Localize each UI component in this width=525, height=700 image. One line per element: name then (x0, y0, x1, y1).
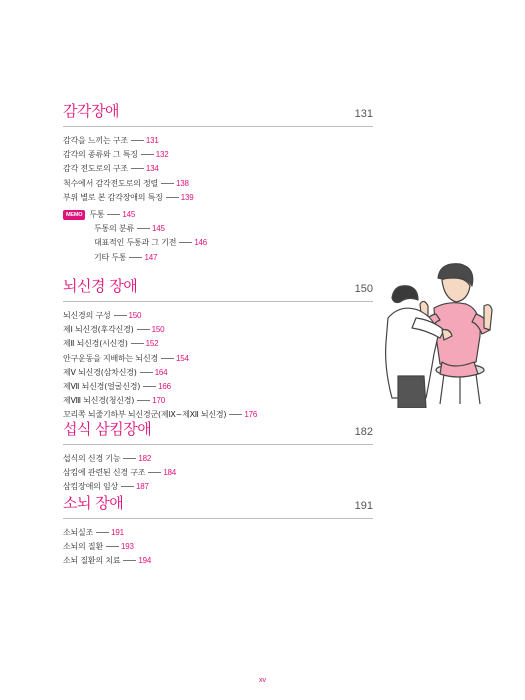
toc-entry-text: 안구운동을 지배하는 뇌신경 (63, 353, 159, 363)
toc-entry-page: 139 (180, 192, 194, 202)
toc-entry[interactable] (63, 309, 373, 323)
toc-subentry[interactable] (63, 222, 373, 236)
leader-dash (137, 228, 150, 229)
toc-entry-text: 기타 두통 (94, 252, 127, 262)
leader-dash (166, 197, 179, 198)
toc-entry[interactable] (63, 380, 373, 394)
leader-dash (129, 257, 142, 258)
toc-entry-page: 194 (138, 556, 152, 566)
toc-entry[interactable] (63, 177, 373, 191)
toc-entry-text: 척수에서 감각전도로의 정렬 (63, 178, 159, 188)
leader-dash (148, 472, 161, 473)
toc-entry[interactable] (63, 394, 373, 408)
leader-dash (140, 372, 153, 373)
toc-entry-page: 150 (128, 311, 142, 320)
toc-entry-page: 166 (158, 382, 171, 392)
toc-entry[interactable] (63, 540, 373, 554)
toc-entry-page: 164 (154, 367, 168, 377)
leader-dash (106, 546, 119, 547)
toc-entry-page: 150 (151, 325, 165, 335)
toc-entry-page: 176 (244, 410, 258, 420)
leader-dash (114, 315, 127, 316)
toc-list (63, 526, 373, 569)
section-header (63, 488, 373, 519)
toc-entry[interactable] (63, 452, 373, 466)
toc-entry-text: 두통 (89, 210, 105, 220)
toc-entry-text: 소뇌의 질환 (63, 542, 103, 552)
toc-entry-page: 146 (194, 238, 208, 248)
doctor-examining-patient-illustration (378, 258, 503, 408)
section-header (63, 414, 373, 445)
toc-entry[interactable] (63, 466, 373, 480)
toc-entry-page: 147 (144, 252, 158, 262)
section-page-number: 150 (354, 283, 373, 295)
section-title[interactable]: 감각장애 (63, 102, 119, 120)
toc-entry-text: 제Ⅷ 뇌신경(청신경) (63, 396, 135, 406)
section-title[interactable]: 소뇌 장애 (63, 494, 124, 512)
toc-entry[interactable] (63, 366, 373, 380)
memo-badge: MEMO (63, 210, 85, 220)
toc-entry-text: 제Ⅱ 뇌신경(시신경) (63, 339, 128, 349)
leader-dash (123, 458, 136, 459)
toc-entry-page: 132 (155, 150, 169, 160)
toc-entry-text: 삼킴장애의 임상 (63, 482, 119, 492)
toc-entry-text: 뇌신경의 구성 (63, 311, 111, 320)
leader-dash (143, 386, 156, 387)
section-header (63, 96, 373, 127)
toc-entry-text: 제Ⅴ 뇌신경(삼차신경) (63, 367, 137, 377)
leader-dash (131, 140, 144, 141)
section-cerebellar-disorders (63, 488, 373, 569)
section-cranial-nerve-disorders (63, 271, 373, 423)
toc-entry-text: 감각 전도로의 구조 (63, 164, 128, 174)
toc-entry[interactable] (63, 134, 373, 148)
section-page-number: 182 (354, 426, 373, 438)
leader-dash (131, 168, 144, 169)
leader-dash (137, 400, 150, 401)
toc-entry[interactable] (63, 148, 373, 162)
section-page-number: 131 (354, 108, 373, 120)
section-title[interactable]: 섭식 삼킴장애 (63, 420, 152, 438)
toc-entry-page: 187 (136, 482, 149, 492)
toc-list (63, 309, 373, 423)
toc-entry-page: 193 (120, 542, 134, 552)
toc-entry-page: 184 (163, 468, 177, 478)
toc-entry-page: 154 (176, 353, 189, 363)
toc-entry-text: 제Ⅶ 뇌신경(얼굴신경) (63, 382, 141, 392)
toc-entry-page: 152 (145, 339, 159, 349)
toc-entry-text: 소뇌실조 (63, 528, 94, 537)
toc-entry[interactable] (63, 526, 373, 540)
page-footer-number: xv (259, 677, 266, 684)
leader-dash (161, 358, 174, 359)
toc-entry-text: 소뇌 질환의 치료 (63, 556, 121, 566)
section-sensory-disorders (63, 96, 373, 265)
toc-entry[interactable] (63, 323, 373, 337)
leader-dash (107, 214, 120, 215)
toc-entry-page: 134 (145, 164, 159, 174)
toc-entry[interactable] (63, 337, 373, 351)
leader-dash (131, 343, 144, 344)
leader-dash (179, 242, 192, 243)
toc-entry-page: 191 (111, 528, 124, 537)
memo-entry[interactable] (63, 208, 373, 222)
section-title[interactable]: 뇌신경 장애 (63, 277, 138, 295)
toc-entry[interactable] (63, 191, 373, 205)
leader-dash (123, 560, 136, 561)
toc-entry[interactable] (63, 352, 373, 366)
toc-entry[interactable] (63, 162, 373, 176)
toc-subentry[interactable] (63, 236, 373, 250)
leader-dash (161, 183, 174, 184)
toc-subentry[interactable] (63, 251, 373, 265)
toc-entry-page: 131 (145, 136, 159, 145)
section-header (63, 271, 373, 302)
toc-entry-text: 삼킴에 관련된 신경 구조 (63, 468, 146, 478)
toc-entry-text: 대표적인 두통과 그 기전 (94, 238, 177, 248)
toc-entry[interactable] (63, 554, 373, 568)
leader-dash (141, 154, 154, 155)
toc-entry-text: 꼬리쪽 뇌줄기하부 뇌신경군(제Ⅸ~제Ⅻ 뇌신경) (63, 410, 227, 420)
toc-entry-page: 145 (151, 224, 165, 234)
toc-entry-text: 감각의 종류와 그 특징 (63, 150, 138, 160)
toc-entry-text: 제Ⅰ 뇌신경(후각신경) (63, 325, 134, 335)
leader-dash (137, 329, 150, 330)
section-page-number: 191 (354, 500, 373, 512)
toc-entry-page: 145 (122, 210, 136, 220)
toc-entry-text: 부위 별로 본 감각장애의 특징 (63, 192, 163, 202)
toc-entry-text: 감각을 느끼는 구조 (63, 136, 128, 145)
toc-entry-page: 138 (176, 178, 189, 188)
toc-entry-page: 182 (138, 454, 152, 463)
toc-entry-page: 170 (152, 396, 165, 406)
toc-list (63, 134, 373, 265)
section-swallowing-disorders (63, 414, 373, 495)
toc-entry-text: 섭식의 신경 기능 (63, 454, 121, 463)
toc-entry-text: 두통의 분류 (94, 224, 134, 234)
leader-dash (96, 532, 109, 533)
